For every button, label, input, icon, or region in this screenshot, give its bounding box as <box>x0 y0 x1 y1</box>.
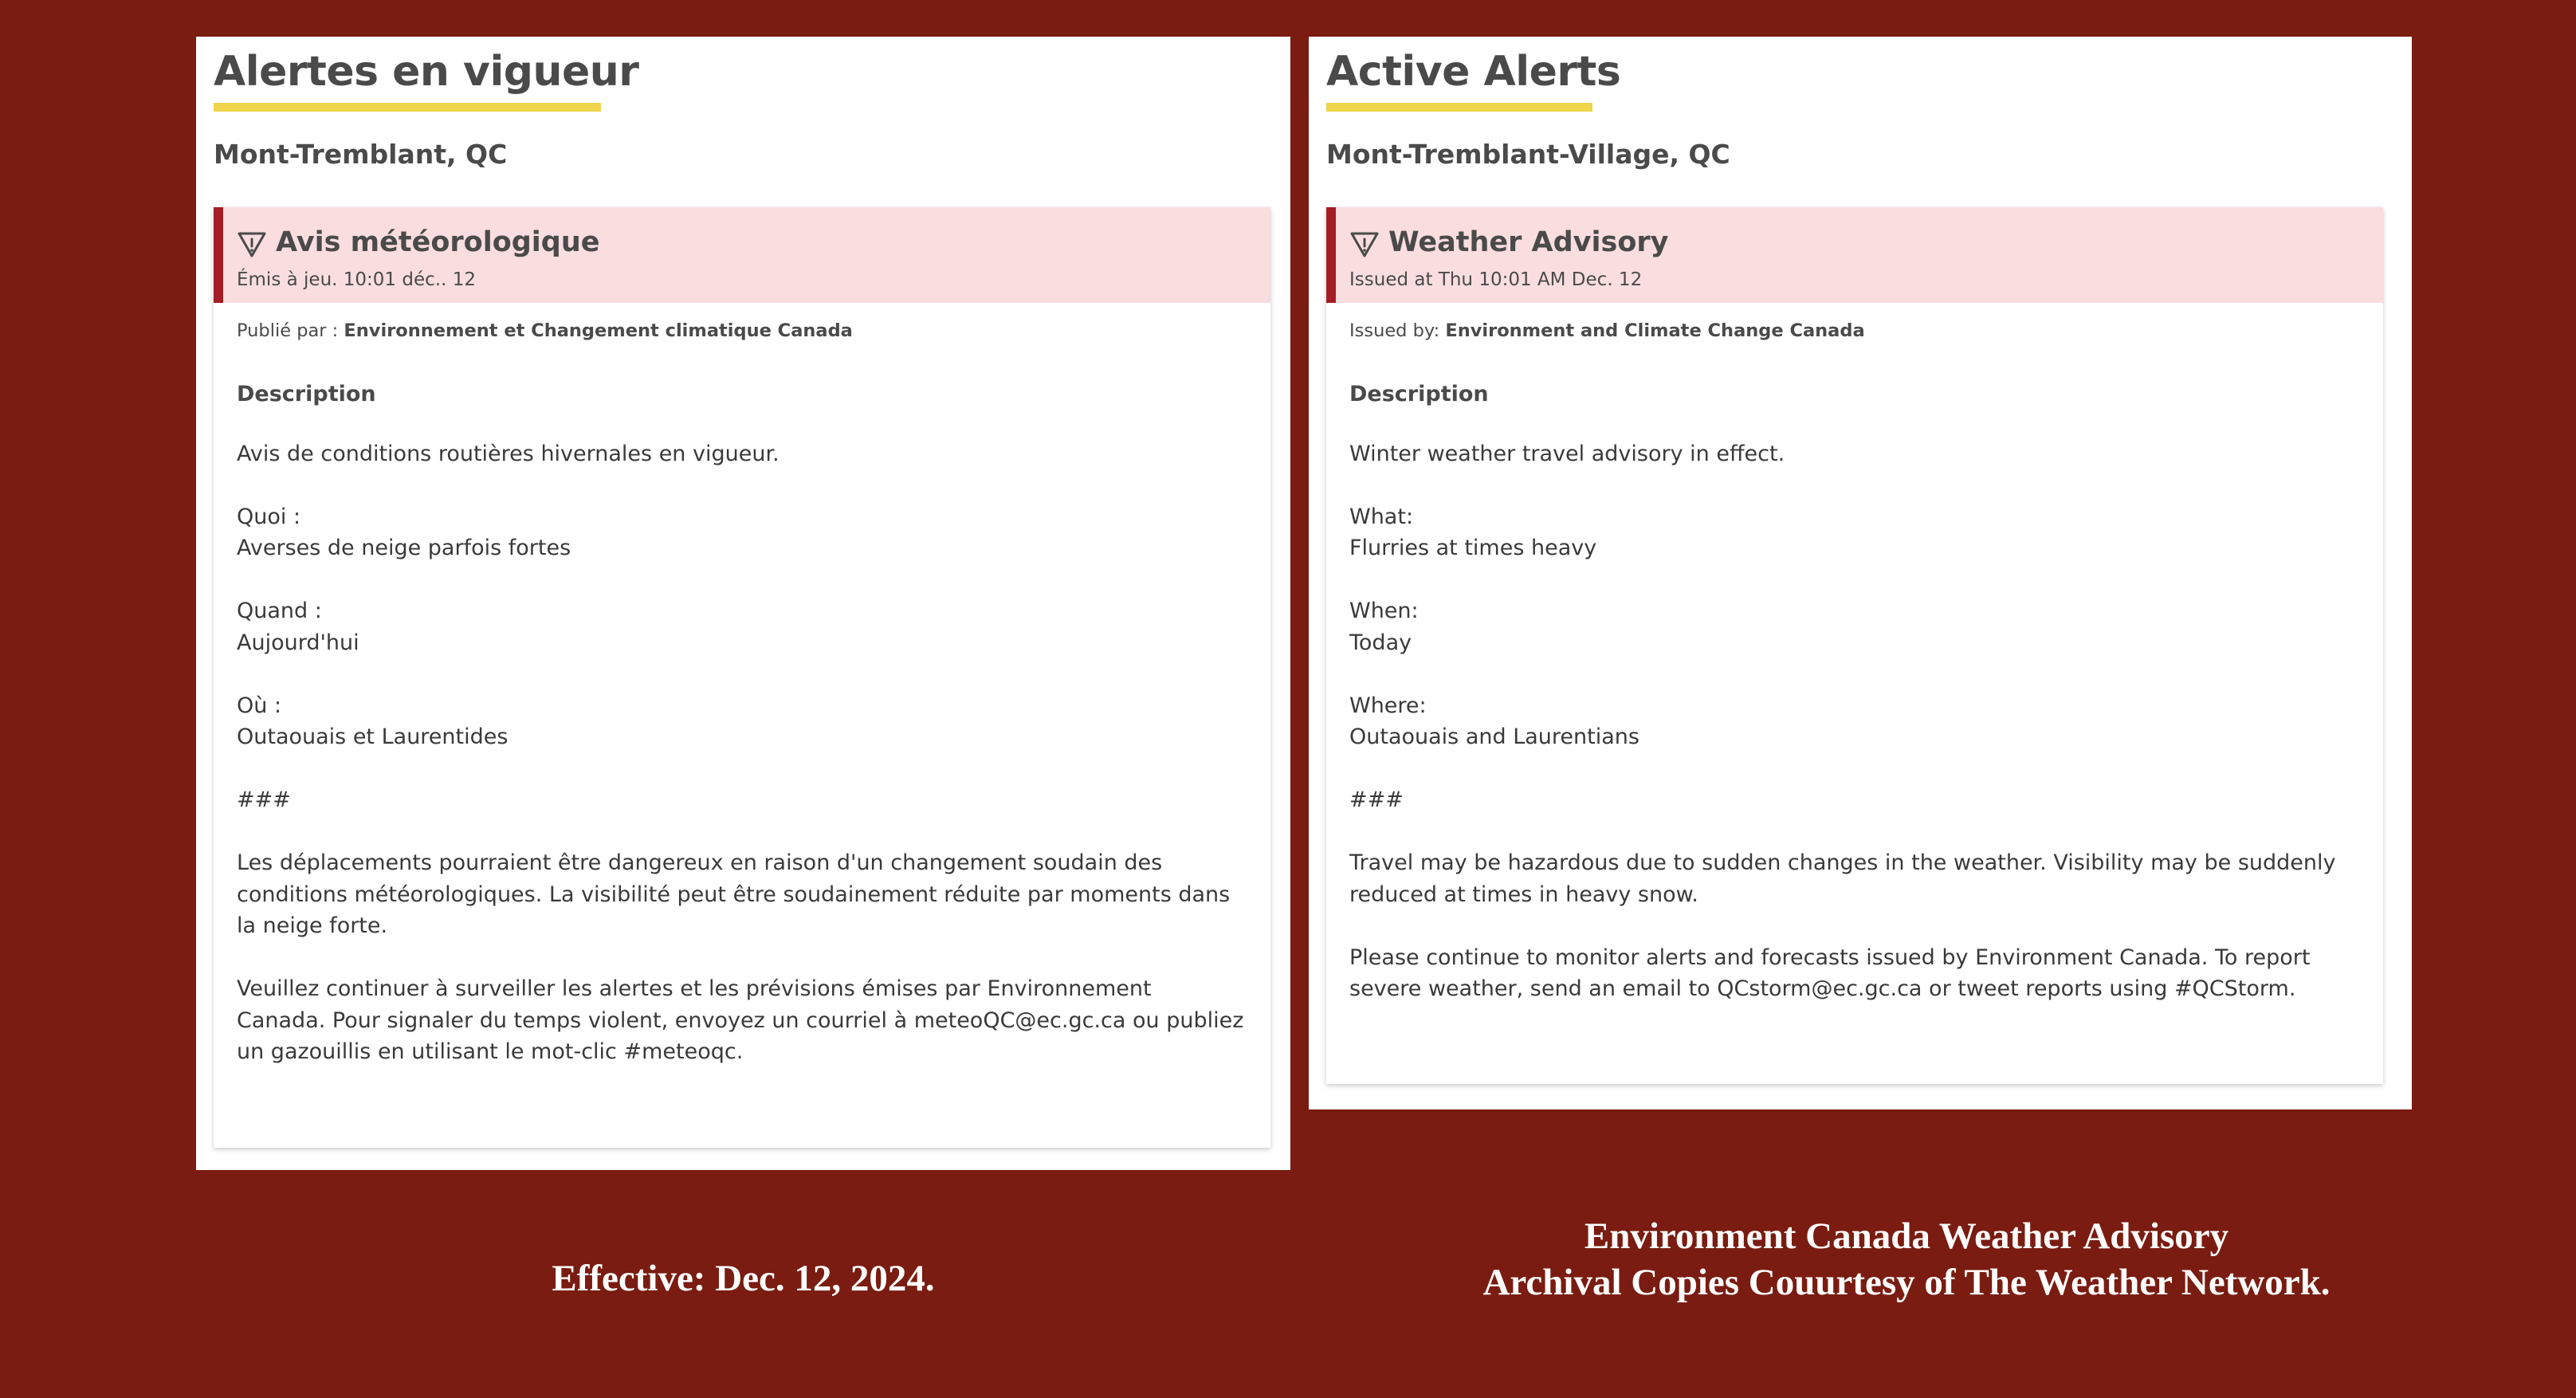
description-paragraph: ### <box>1349 787 1404 812</box>
page-title: Alertes en vigueur <box>214 48 639 96</box>
alerts-panel-french <box>196 37 1290 1170</box>
issuer-name: Environnement et Changement climatique Canada <box>344 320 853 341</box>
alert-body <box>1349 319 2359 1036</box>
issuer-label: Issued by: <box>1349 320 1440 341</box>
description-paragraph: ### <box>237 787 291 812</box>
issuer-name: Environment and Climate Change Canada <box>1445 320 1865 341</box>
description-paragraph: Winter weather travel advisory in effect. <box>1349 441 1785 466</box>
issuer-line <box>237 319 1247 343</box>
alert-title: Weather Advisory <box>1388 226 1669 258</box>
effective-date-caption <box>196 1255 1290 1302</box>
title-underline <box>214 103 601 112</box>
alert-card <box>1326 207 2383 1084</box>
description-label: Description <box>237 382 376 406</box>
description-label: Description <box>1349 382 1489 406</box>
alert-issued-time: Issued at Thu 10:01 AM Dec. 12 <box>1349 269 1643 290</box>
caption-line: Environment Canada Weather Advisory <box>1584 1215 2229 1257</box>
description-paragraph: Where: Outaouais and Laurentians <box>1349 693 1639 749</box>
warning-triangle-icon <box>1349 231 1380 258</box>
description-paragraph: Travel may be hazardous due to sudden changes in the weather. Visibility may be suddenly reduced at times in heavy snow. <box>1349 850 2336 907</box>
issuer-line <box>1349 319 2359 343</box>
description-paragraph: Où : Outaouais et Laurentides <box>237 693 509 749</box>
caption-line: Archival Copies Couurtesy of The Weather Network. <box>1482 1262 2331 1303</box>
description-text <box>237 438 1247 1068</box>
issuer-label: Publié par : <box>237 320 339 341</box>
location-label: Mont-Tremblant, QC <box>214 139 508 170</box>
location-label: Mont-Tremblant-Village, QC <box>1326 139 1730 170</box>
description-paragraph: Avis de conditions routières hivernales en vigueur. <box>237 441 779 466</box>
caption-text: Effective: Dec. 12, 2024. <box>552 1258 935 1299</box>
source-caption <box>1309 1213 2504 1306</box>
description-paragraph: When: Today <box>1349 599 1419 655</box>
description-paragraph: Veuillez continuer à surveiller les alertes et les prévisions émises par Environnement Canada. Pour signaler du temps violent, envoyez un courriel à meteoQC@ec.gc.ca ou publiez un gazouillis en utilisant le mot-clic #meteoqc. <box>237 976 1244 1064</box>
page-title: Active Alerts <box>1326 48 1621 96</box>
alert-issued-time: Émis à jeu. 10:01 déc.. 12 <box>237 269 476 290</box>
description-paragraph: What: Flurries at times heavy <box>1349 504 1597 560</box>
description-paragraph: Please continue to monitor alerts and forecasts issued by Environment Canada. To report severe weather, send an email to QCstorm@ec.gc.ca or tweet reports using #QCStorm. <box>1349 944 2311 1001</box>
description-text <box>1349 438 2359 1005</box>
alert-card-header[interactable] <box>1326 207 2383 303</box>
title-underline <box>1326 103 1592 112</box>
alert-title: Avis météorologique <box>276 226 600 258</box>
description-paragraph: Les déplacements pourraient être dangereux en raison d'un changement soudain des conditions météorologiques. La visibilité peut être soudainement réduite par moments dans la neige forte. <box>237 850 1231 938</box>
alert-body <box>237 319 1247 1099</box>
description-paragraph: Quoi : Averses de neige parfois fortes <box>237 504 571 560</box>
alert-card-header[interactable] <box>214 207 1270 303</box>
alert-card <box>214 207 1270 1148</box>
description-paragraph: Quand : Aujourd'hui <box>237 599 359 655</box>
alerts-panel-english <box>1309 37 2412 1109</box>
warning-triangle-icon <box>237 231 267 258</box>
